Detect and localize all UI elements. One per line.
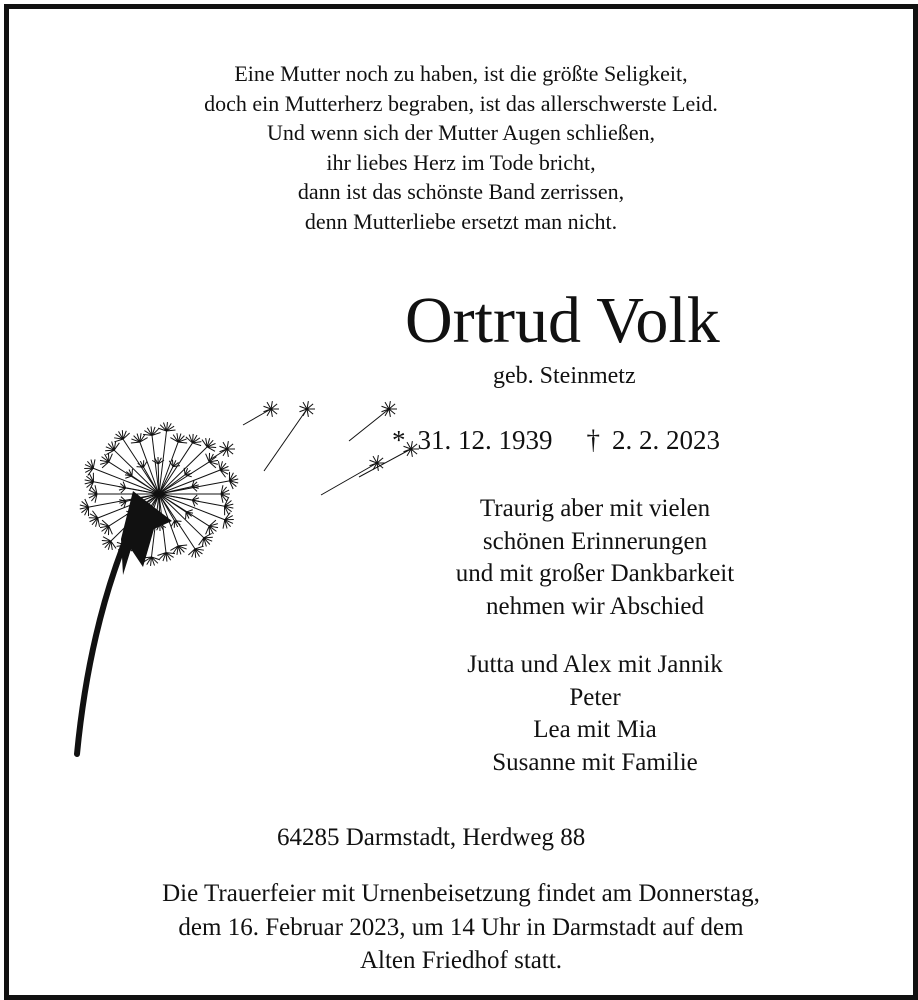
- mourner: Jutta und Alex mit Jannik: [467, 651, 723, 678]
- death-date: 2. 2. 2023: [612, 425, 720, 455]
- mourners-list: [355, 649, 835, 779]
- poem-line: ihr liebes Herz im Tode bricht,: [326, 149, 596, 175]
- farewell-line: nehmen wir Abschied: [485, 592, 704, 620]
- address: 64285 Darmstadt, Herdweg 88: [277, 824, 586, 851]
- service-line: Die Trauerfeier mit Urnenbeisetzung findet am Donnerstag,: [162, 880, 760, 907]
- mourner: Lea mit Mia: [533, 716, 657, 743]
- poem-line: doch ein Mutterherz begraben, ist das allerschwerste Leid.: [204, 90, 718, 116]
- poem-line: Eine Mutter noch zu haben, ist die größte Seligkeit,: [234, 61, 688, 86]
- farewell-text: [355, 493, 835, 623]
- poem-line: denn Mutterliebe ersetzt man nicht.: [304, 208, 618, 234]
- life-dates: [392, 425, 720, 456]
- death-symbol: †: [586, 425, 600, 455]
- birth-symbol: *: [392, 425, 406, 455]
- maiden-name: geb. Steinmetz: [493, 363, 636, 389]
- farewell-line: schönen Erinnerungen: [482, 527, 708, 555]
- mourner: Susanne mit Familie: [492, 748, 698, 776]
- birth-date: 31. 12. 1939: [417, 425, 553, 455]
- service-line: dem 16. Februar 2023, um 14 Uhr in Darmstadt auf dem: [178, 913, 744, 941]
- poem-line: Und wenn sich der Mutter Augen schließen,: [267, 120, 655, 145]
- poem-line: dann ist das schönste Band zerrissen,: [297, 179, 625, 204]
- deceased-name: Ortrud Volk: [405, 284, 720, 357]
- farewell-line: Traurig aber mit vielen: [479, 495, 711, 522]
- obituary-frame: [4, 4, 918, 1000]
- service-info: [9, 877, 913, 978]
- farewell-line: und mit großer Dankbarkeit: [455, 560, 735, 587]
- poem: [9, 59, 913, 236]
- mourner: Peter: [569, 683, 621, 711]
- service-line: Alten Friedhof statt.: [359, 947, 563, 974]
